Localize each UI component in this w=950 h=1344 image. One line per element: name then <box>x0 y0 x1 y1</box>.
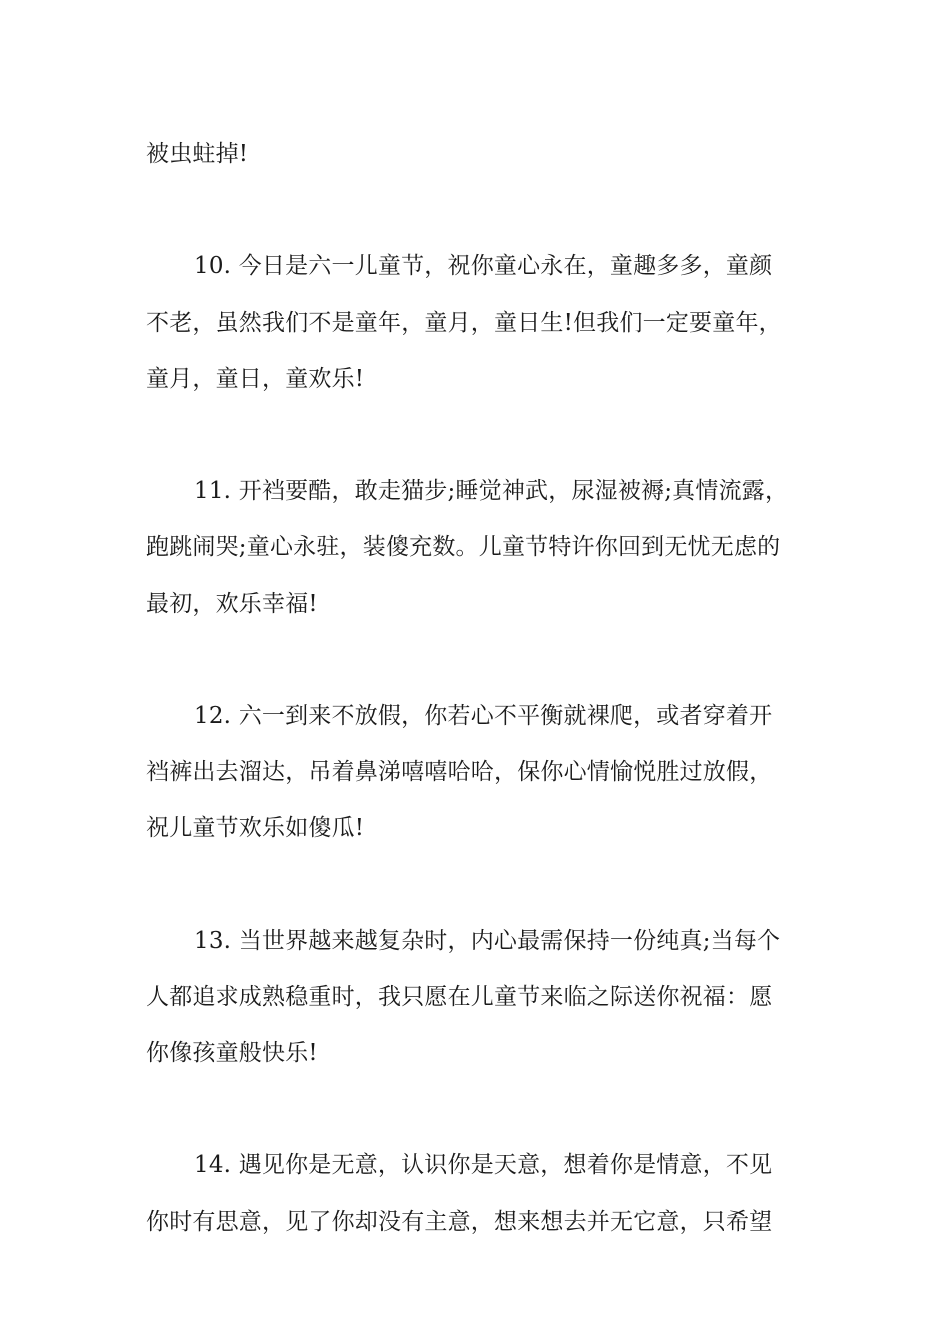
paragraph-10 <box>146 238 816 407</box>
paragraph-line: 14. 遇见你是无意，认识你是天意，想着你是情意，不见 <box>194 1152 773 1179</box>
paragraph-9-tail <box>146 126 816 182</box>
paragraph-line: 你时有思意，见了你却没有主意，想来想去并无它意，只希望 <box>146 1208 773 1235</box>
paragraph-line: 裆裤出去溜达，吊着鼻涕嘻嘻哈哈，保你心情愉悦胜过放假， <box>146 759 773 786</box>
paragraph-line: 最初，欢乐幸福! <box>146 590 318 617</box>
paragraph-line: 12. 六一到来不放假，你若心不平衡就裸爬，或者穿着开 <box>194 702 773 729</box>
paragraph-line: 10. 今日是六一儿童节，祝你童心永在，童趣多多，童颜 <box>194 253 773 280</box>
paragraph-11 <box>146 463 816 632</box>
paragraph-line: 童月，童日，童欢乐! <box>146 365 365 392</box>
paragraph-line: 11. 开裆要酷，敢走猫步;睡觉神武，尿湿被褥;真情流露， <box>194 478 789 505</box>
paragraph-line: 你像孩童般快乐! <box>146 1040 318 1066</box>
paragraph-line: 被虫蛀掉! <box>146 141 249 167</box>
paragraph-line: 人都追求成熟稳重时，我只愿在儿童节来临之际送你祝福：愿 <box>146 983 773 1010</box>
paragraph-line: 祝儿童节欢乐如傻瓜! <box>146 815 365 842</box>
paragraph-line: 跑跳闹哭;童心永驻，装傻充数。儿童节特许你回到无忧无虑的 <box>146 534 781 561</box>
paragraph-14 <box>146 1137 816 1249</box>
paragraph-13 <box>146 913 816 1082</box>
paragraph-line: 不老，虽然我们不是童年，童月，童日生!但我们一定要童年， <box>146 309 782 336</box>
paragraph-12 <box>146 688 816 857</box>
document-body <box>146 126 816 1306</box>
paragraph-line: 13. 当世界越来越复杂时，内心最需保持一份纯真;当每个 <box>194 927 781 954</box>
